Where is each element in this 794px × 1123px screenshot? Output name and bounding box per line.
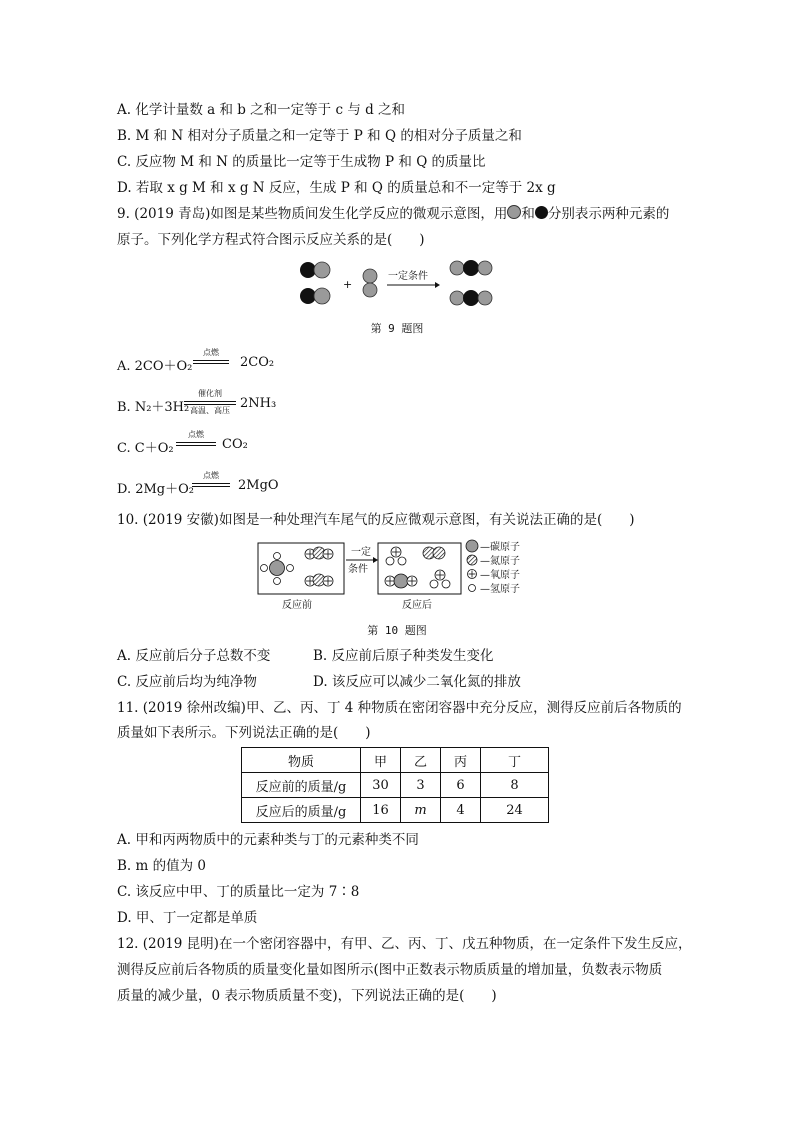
q9-option-d-condition: 点燃 bbox=[203, 471, 219, 480]
q9-option-c-equals-bottom bbox=[176, 445, 216, 446]
table-header-cell: 甲 bbox=[361, 748, 401, 773]
q9-option-a-prefix: A. 2CO＋O₂ bbox=[117, 359, 193, 374]
no2-molecule-top bbox=[305, 547, 333, 559]
q9-option-c-product: CO₂ bbox=[222, 437, 248, 452]
q9-option-c-prefix: C. C＋O₂ bbox=[117, 441, 174, 456]
table-header-cell: 乙 bbox=[401, 748, 441, 773]
q9-option-a-condition: 点燃 bbox=[203, 348, 219, 357]
q10-arrowhead bbox=[373, 557, 378, 563]
q9-option-b-condition-bottom: 高温、高压 bbox=[190, 406, 230, 415]
legend-nitrogen: —氮原子 bbox=[480, 556, 520, 567]
q9-caption: 第 9 题图 bbox=[370, 322, 424, 335]
q12-stem-line3: 质量的减少量，0 表示物质质量不变)，下列说法正确的是( ) bbox=[117, 988, 497, 1004]
table-cell: 3 bbox=[401, 773, 441, 798]
q8-option-d: D. 若取 x g M 和 x g N 反应，生成 P 和 Q 的质量总和不一定等于 2x g bbox=[117, 180, 556, 196]
q9-stem-line2: 原子。下列化学方程式符合图示反应关系的是( ) bbox=[117, 232, 425, 248]
q10-option-d: D. 该反应可以减少二氧化氮的排放 bbox=[313, 674, 521, 690]
q9-option-d-product: 2MgO bbox=[238, 478, 279, 493]
q10-option-a: A. 反应前后分子总数不变 bbox=[117, 648, 271, 664]
q9-reaction-diagram bbox=[295, 256, 505, 312]
q12-stem-line1: 12. (2019 昆明)在一个密闭容器中，有甲、乙、丙、丁、戊五种物质，在一定条件下发生反应， bbox=[117, 936, 692, 952]
table-cell: m bbox=[401, 798, 441, 823]
q9-option-b-prefix: B. N₂＋3H₂ bbox=[117, 400, 190, 415]
q9-option-b-equals-top bbox=[184, 401, 236, 402]
q9-option-c-condition: 点燃 bbox=[188, 430, 204, 439]
q11-data-table bbox=[241, 747, 549, 823]
q10-caption: 第 10 题图 bbox=[367, 624, 427, 637]
table-cell: 8 bbox=[481, 773, 549, 798]
q9-option-a-equals-bottom bbox=[193, 363, 229, 364]
no2-molecule-bottom bbox=[305, 574, 333, 586]
q8-option-c: C. 反应物 M 和 N 的质量比一定等于生成物 P 和 Q 的质量比 bbox=[117, 154, 486, 170]
plus-sign: + bbox=[343, 278, 353, 291]
q9-option-d-equals-top bbox=[192, 483, 230, 484]
table-header-row bbox=[242, 748, 549, 773]
nitrogen-atom-legend-icon bbox=[467, 555, 477, 565]
table-cell: 反应后的质量/g bbox=[242, 798, 361, 823]
hydrogen-atom-legend-icon bbox=[469, 585, 476, 592]
q8-option-a: A. 化学计量数 a 和 b 之和一定等于 c 与 d 之和 bbox=[117, 102, 406, 118]
reactant-molecule-gray-pair bbox=[363, 269, 377, 297]
reactant-molecule-black-pair-bottom bbox=[300, 288, 330, 304]
table-row bbox=[242, 798, 549, 823]
q9-stem-part1: 9. (2019 青岛)如图是某些物质间发生化学反应的微观示意图，用 bbox=[117, 206, 508, 222]
table-header-cell: 物质 bbox=[242, 748, 361, 773]
table-cell: 反应前的质量/g bbox=[242, 773, 361, 798]
q11-option-a: A. 甲和丙两物质中的元素种类与丁的元素种类不同 bbox=[117, 832, 419, 848]
q9-option-d-equals-bottom bbox=[192, 486, 230, 487]
black-atom-icon bbox=[535, 206, 548, 219]
table-header-cell: 丙 bbox=[441, 748, 481, 773]
product-molecule-bottom bbox=[450, 290, 492, 306]
q11-stem-line2: 质量如下表所示。下列说法正确的是( ) bbox=[117, 725, 371, 741]
q10-option-b: B. 反应前后原子种类发生变化 bbox=[313, 648, 494, 664]
q9-option-c-equals-top bbox=[176, 442, 216, 443]
carbon-atom-legend-icon bbox=[466, 540, 478, 552]
q12-stem-line2: 测得反应前后各物质的质量变化量如图所示(图中正数表示物质质量的增加量，负数表示物质 bbox=[117, 962, 663, 978]
legend bbox=[466, 540, 520, 595]
after-label: 反应后 bbox=[402, 600, 432, 611]
q10-option-c: C. 反应前后均为纯净物 bbox=[117, 674, 257, 690]
q9-option-a-product: 2CO₂ bbox=[240, 355, 275, 370]
legend-hydrogen: —氢原子 bbox=[480, 584, 520, 595]
q10-stem: 10. (2019 安徽)如图是一种处理汽车尾气的反应微观示意图，有关说法正确的是( ) bbox=[117, 512, 635, 528]
legend-oxygen: —氧原子 bbox=[480, 570, 520, 581]
table-cell: 6 bbox=[441, 773, 481, 798]
before-label: 反应前 bbox=[282, 600, 312, 611]
q10-reaction-diagram bbox=[256, 537, 546, 613]
q9-stem bbox=[117, 204, 669, 224]
gray-atom-icon bbox=[507, 205, 521, 219]
table-cell: 24 bbox=[481, 798, 549, 823]
arrow-label-line1: 一定 bbox=[351, 547, 371, 558]
q9-stem-part3: 分别表示两种元素的 bbox=[547, 206, 670, 222]
q9-stem-part2: 和 bbox=[521, 206, 535, 222]
product-molecule-top bbox=[450, 260, 492, 276]
legend-carbon: —碳原子 bbox=[480, 542, 520, 553]
q9-option-b-condition-top: 催化剂 bbox=[198, 389, 222, 398]
reaction-arrowhead bbox=[435, 282, 440, 288]
table-cell: 30 bbox=[361, 773, 401, 798]
reactant-molecule-black-pair-top bbox=[300, 262, 330, 278]
table-cell: 4 bbox=[441, 798, 481, 823]
table-header-cell: 丁 bbox=[481, 748, 549, 773]
q8-option-b: B. M 和 N 相对分子质量之和一定等于 P 和 Q 的相对分子质量之和 bbox=[117, 128, 522, 144]
q9-option-d-prefix: D. 2Mg＋O₂ bbox=[117, 482, 194, 497]
q11-option-c: C. 该反应中甲、丁的质量比一定为 7∶8 bbox=[117, 884, 360, 900]
arrow-label: 一定条件 bbox=[388, 271, 428, 282]
q9-option-b-product: 2NH₃ bbox=[240, 396, 277, 411]
table-row bbox=[242, 773, 549, 798]
q9-option-a-equals-top bbox=[193, 360, 229, 361]
q11-stem-line1: 11. (2019 徐州改编)甲、乙、丙、丁 4 种物质在密闭容器中充分反应，测得反应前后各物质的 bbox=[117, 700, 682, 716]
table-cell: 16 bbox=[361, 798, 401, 823]
q11-option-b: B. m 的值为 0 bbox=[117, 858, 206, 874]
arrow-label-line2: 条件 bbox=[348, 564, 368, 575]
q11-option-d: D. 甲、丁一定都是单质 bbox=[117, 910, 258, 926]
